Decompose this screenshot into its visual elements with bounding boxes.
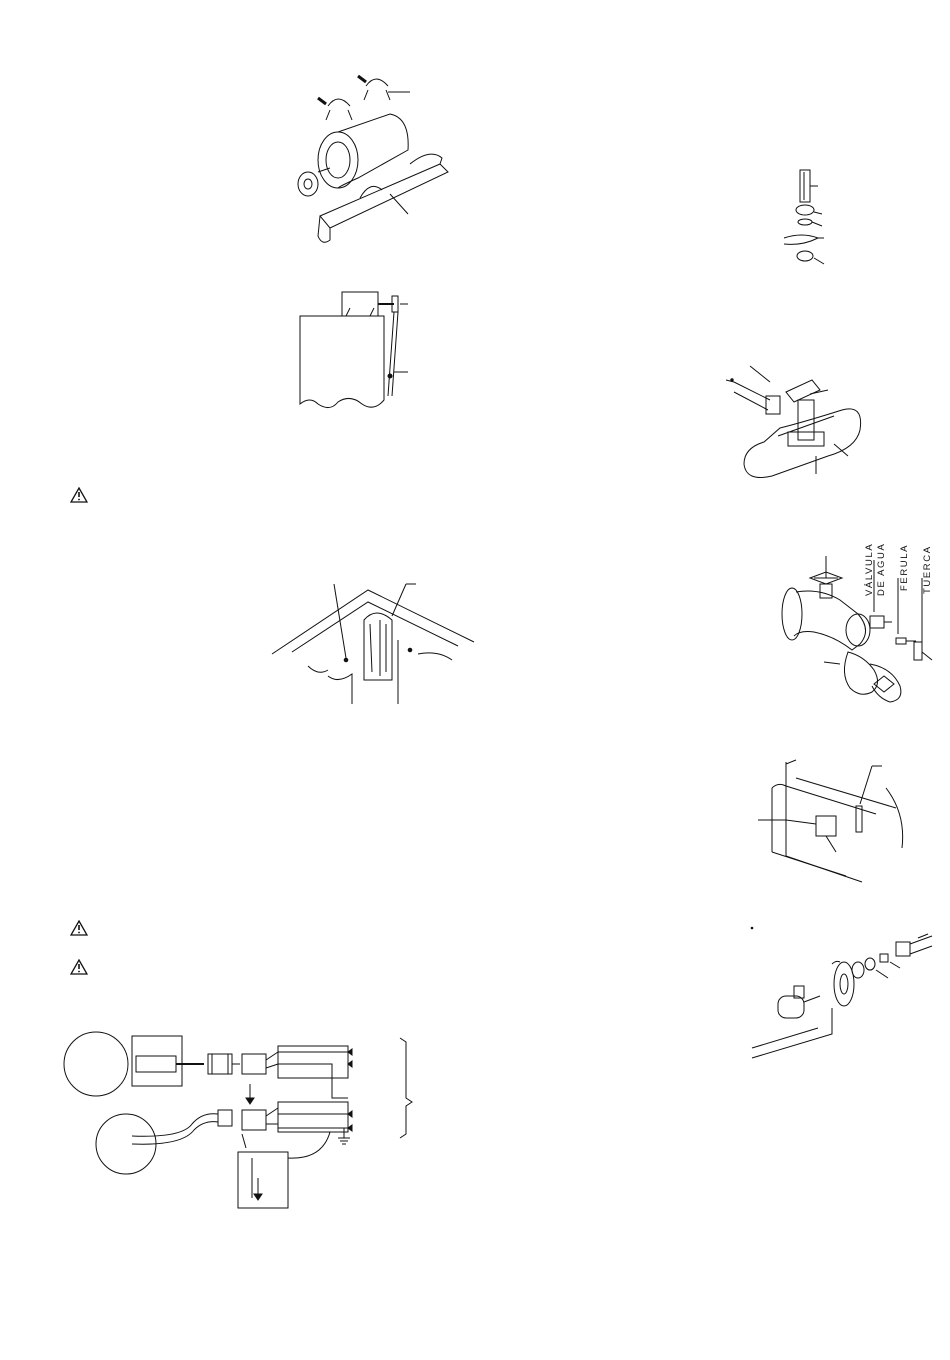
cabinet-water-line-figure	[756, 758, 906, 888]
caution-triangle-icon	[70, 959, 88, 975]
saddle-valve-figure	[724, 352, 864, 497]
valve-label-valvula: VÁLVULA	[864, 542, 875, 596]
wall-valve-figure	[748, 924, 933, 1064]
belt-drive-figure	[296, 286, 416, 416]
caution-triangle-icon	[70, 487, 88, 503]
valve-label-de-agua: DE AGUA	[876, 542, 887, 596]
wiring-diagram-figure	[62, 1028, 422, 1218]
motor-mount-figure	[290, 68, 465, 258]
hose-valve-figure	[774, 548, 944, 718]
inlet-fitting-figure	[782, 166, 842, 276]
caution-triangle-icon	[70, 920, 88, 936]
valve-label-tuerca: TUERCA	[922, 545, 933, 594]
drain-corner-figure	[268, 580, 478, 705]
valve-label-ferula: FERULA	[899, 543, 910, 591]
